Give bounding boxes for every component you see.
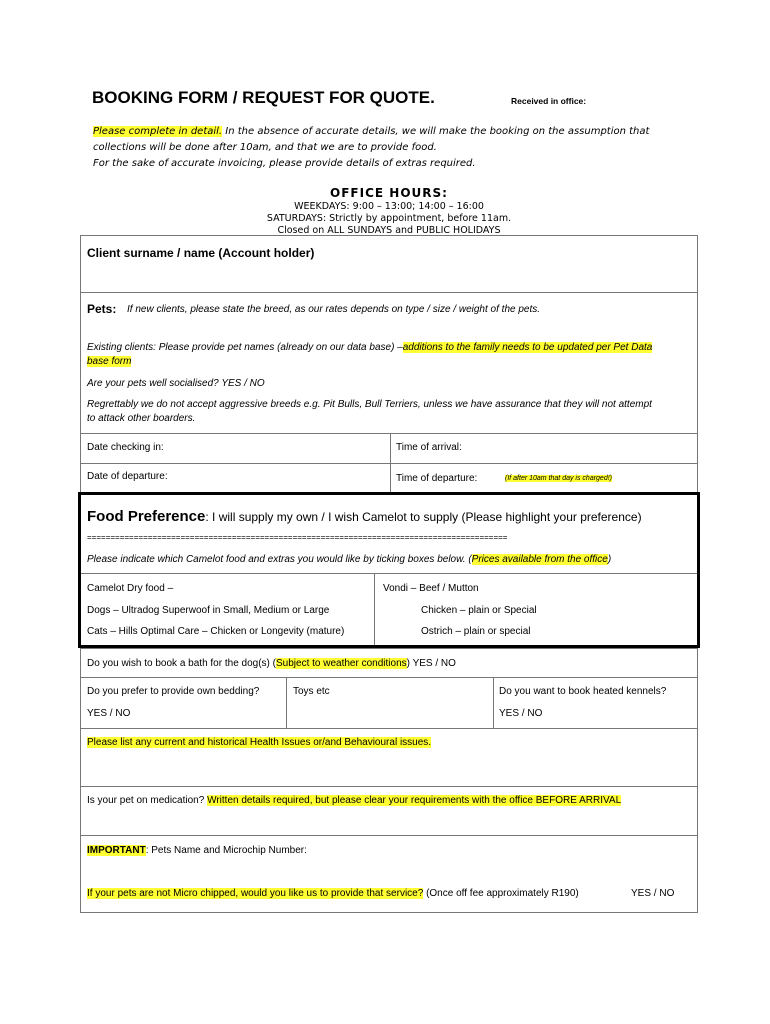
date-checking-in-label[interactable]: Date checking in:	[87, 442, 164, 453]
office-hours-heading: OFFICE HOURS	[330, 186, 443, 200]
client-name-field[interactable]	[81, 264, 697, 292]
pets-new-clients-text: If new clients, please state the breed, as our rates depends on type / size / weight of the pets.	[127, 304, 541, 315]
pets-label: Pets:	[87, 302, 117, 316]
office-hours-saturdays: SATURDAYS: Strictly by appointment, before 11am.	[266, 213, 512, 224]
cats-food-option[interactable]: Cats – Hills Optimal Care – Chicken or Longevity (mature)	[87, 626, 345, 637]
chicken-food-option[interactable]: Chicken – plain or Special	[421, 605, 537, 616]
microchip-service-yes-no[interactable]: YES / NO	[631, 888, 675, 899]
health-issues-label[interactable]: Please list any current and historical Health Issues or/and Behavioural issues.	[87, 737, 432, 748]
microchip-label[interactable]: IMPORTANT: Pets Name and Microchip Number:	[87, 845, 307, 856]
departure-charge-note: (If after 10am that day is charged!)	[505, 475, 612, 482]
pets-aggressive-note-cont: to attack other boarders.	[87, 413, 196, 424]
office-hours-weekdays: WEEKDAYS: 9:00 – 13:00; 14:00 – 16:00	[294, 201, 484, 212]
microchip-service-question: If your pets are not Micro chipped, would you like us to provide that service? (Once off fee approximately R190)	[87, 888, 579, 899]
dogs-food-option[interactable]: Dogs – Ultradog Superwoof in Small, Medium or Large	[87, 605, 330, 616]
office-hours: OFFICE HOURS: WEEKDAYS: 9:00 – 13:00; 14:00 – 16:00 SATURDAYS: Strictly by appointment, before 11am. Closed on ALL SUNDAYS and PUBLIC HOLIDAYS	[80, 185, 698, 237]
intro-line3: For the sake of accurate invoicing, please provide details of extras required.	[93, 158, 476, 169]
medication-question[interactable]: Is your pet on medication? Written details required, but please clear your requirements with the office BEFORE ARRIVAL	[87, 795, 622, 806]
toys-label[interactable]: Toys etc	[293, 686, 330, 697]
food-separator: ==========================================================================================	[87, 533, 508, 542]
food-preference-line[interactable]: Food Preference: I will supply my own / I wish Camelot to supply (Please highlight your preference)	[87, 508, 642, 525]
intro-line1: In the absence of accurate details, we will make the booking on the assumption that	[222, 126, 650, 137]
pets-aggressive-note: Regrettably we do not accept aggressive breeds e.g. Pit Bulls, Bull Terriers, unless we have assurance that they will not attempt	[87, 399, 652, 410]
intro-highlight: Please complete in detail.	[93, 126, 223, 137]
heated-kennels-yes-no[interactable]: YES / NO	[499, 708, 543, 719]
date-of-departure-label[interactable]: Date of departure:	[87, 471, 168, 482]
pets-existing-text-cont: base form	[87, 356, 132, 367]
ostrich-food-option[interactable]: Ostrich – plain or special	[421, 626, 531, 637]
received-in-office-label: Received in office:	[511, 96, 587, 106]
vondi-food-option[interactable]: Vondi – Beef / Mutton	[383, 583, 479, 594]
intro-line2: collections will be done after 10am, and that we are to provide food.	[93, 142, 437, 153]
own-bedding-yes-no[interactable]: YES / NO	[87, 708, 131, 719]
bath-question[interactable]: Do you wish to book a bath for the dog(s) (Subject to weather conditions) YES / NO	[87, 658, 456, 669]
pets-existing-text: Existing clients: Please provide pet names (already on our data base) –additions to the family needs to be updated per Pet Data	[87, 342, 653, 353]
form-title: BOOKING FORM / REQUEST FOR QUOTE.	[92, 88, 435, 107]
office-hours-closed: Closed on ALL SUNDAYS and PUBLIC HOLIDAYS	[277, 225, 501, 236]
own-bedding-question: Do you prefer to provide own bedding?	[87, 686, 260, 697]
client-name-label: Client surname / name (Account holder)	[87, 246, 315, 260]
heated-kennels-question: Do you want to book heated kennels?	[499, 686, 667, 697]
food-indicate-text: Please indicate which Camelot food and extras you would like by ticking boxes below. (Prices available from the office)	[87, 554, 612, 565]
time-of-departure-label[interactable]: Time of departure:	[396, 473, 478, 484]
intro-text	[93, 124, 703, 172]
food-preference-box	[78, 492, 700, 648]
time-of-arrival-label[interactable]: Time of arrival:	[396, 442, 462, 453]
pets-socialised-question[interactable]: Are your pets well socialised? YES / NO	[87, 378, 265, 389]
camelot-dry-food-label: Camelot Dry food –	[87, 583, 174, 594]
